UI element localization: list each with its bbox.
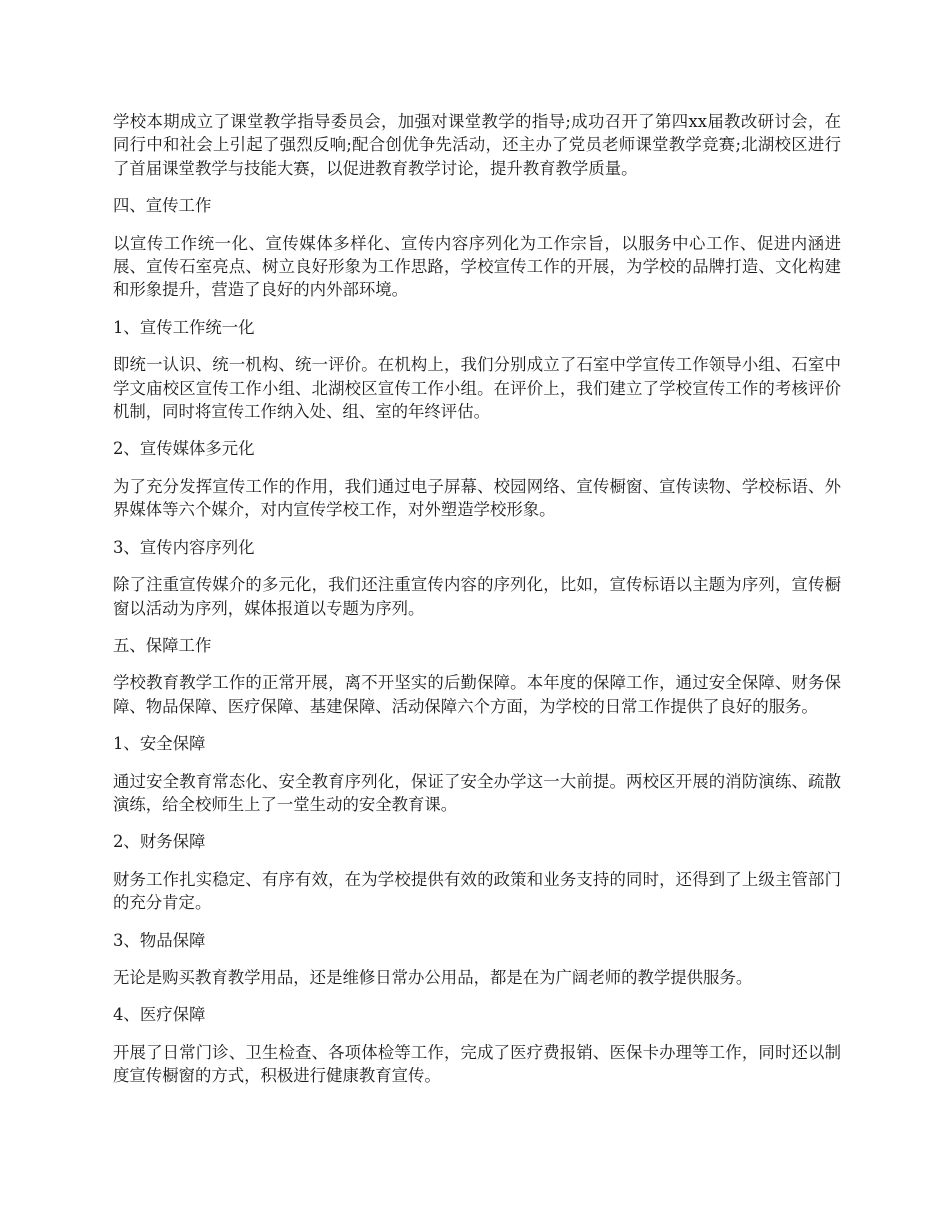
paragraph-media-diversified: 为了充分发挥宣传工作的作用，我们通过电子屏幕、校园网络、宣传橱窗、宣传读物、学校标语、外界媒体等六个媒介，对内宣传学校工作，对外塑造学校形象。 bbox=[113, 476, 841, 520]
paragraph-publicity-unified: 即统一认识、统一机构、统一评价。在机构上，我们分别成立了石室中学宣传工作领导小组、石室中学文庙校区宣传工作小组、北湖校区宣传工作小组。在评价上，我们建立了学校宣传工作的考核评价机制，同时将宣传工作纳入处、组、室的年终评估。 bbox=[113, 355, 841, 422]
paragraph-support-intro: 学校教育教学工作的正常开展，离不开坚实的后勤保障。本年度的保障工作，通过安全保障、财务保障、物品保障、医疗保障、基建保障、活动保障六个方面，为学校的日常工作提供了良好的服务。 bbox=[113, 673, 841, 716]
paragraph-publicity-intro: 以宣传工作统一化、宣传媒体多样化、宣传内容序列化为工作宗旨，以服务中心工作、促进内涵进展、宣传石室亮点、树立良好形象为工作思路，学校宣传工作的开展，为学校的品牌打造、文化构建和形象提升，营造了良好的内外部环境。 bbox=[113, 233, 841, 300]
paragraph-finance: 财务工作扎实稳定、有序有效，在为学校提供有效的政策和业务支持的同时，还得到了上级主管部门的充分肯定。 bbox=[113, 869, 841, 913]
paragraph-content-serialized: 除了注重宣传媒介的多元化，我们还注重宣传内容的序列化，比如，宣传标语以主题为序列，宣传橱窗以活动为序列，媒体报道以专题为序列。 bbox=[113, 575, 841, 618]
subheading-supplies: 3、物品保障 bbox=[113, 930, 206, 950]
document-page bbox=[113, 110, 841, 1102]
paragraph-supplies: 无论是购买教育教学用品，还是维修日常办公用品，都是在为广阔老师的教学提供服务。 bbox=[113, 967, 753, 987]
paragraph-safety: 通过安全教育常态化、安全教育序列化，保证了安全办学这一大前提。两校区开展的消防演练、疏散演练，给全校师生上了一堂生动的安全教育课。 bbox=[113, 771, 841, 814]
section-heading-support: 五、保障工作 bbox=[113, 635, 212, 655]
subheading-publicity-unified: 1、宣传工作统一化 bbox=[113, 317, 255, 337]
paragraph-teaching-committee: 学校本期成立了课堂教学指导委员会，加强对课堂教学的指导;成功召开了第四xx届教改研讨会，在同行中和社会上引起了强烈反响;配合创优争先活动，还主办了党员老师课堂教学竞赛;北湖校区进行了首届课堂教学与技能大赛，以促进教育教学讨论，提升教育教学质量。 bbox=[113, 112, 841, 178]
section-heading-publicity: 四、宣传工作 bbox=[113, 196, 212, 216]
subheading-content-serialized: 3、宣传内容序列化 bbox=[113, 537, 255, 557]
subheading-safety: 1、安全保障 bbox=[113, 734, 206, 754]
subheading-media-diversified: 2、宣传媒体多元化 bbox=[113, 439, 255, 459]
subheading-finance: 2、财务保障 bbox=[113, 832, 206, 852]
subheading-medical: 4、医疗保障 bbox=[113, 1005, 206, 1025]
paragraph-medical: 开展了日常门诊、卫生检查、各项体检等工作，完成了医疗费报销、医保卡办理等工作，同时还以制度宣传橱窗的方式，积极进行健康教育宣传。 bbox=[113, 1042, 841, 1086]
